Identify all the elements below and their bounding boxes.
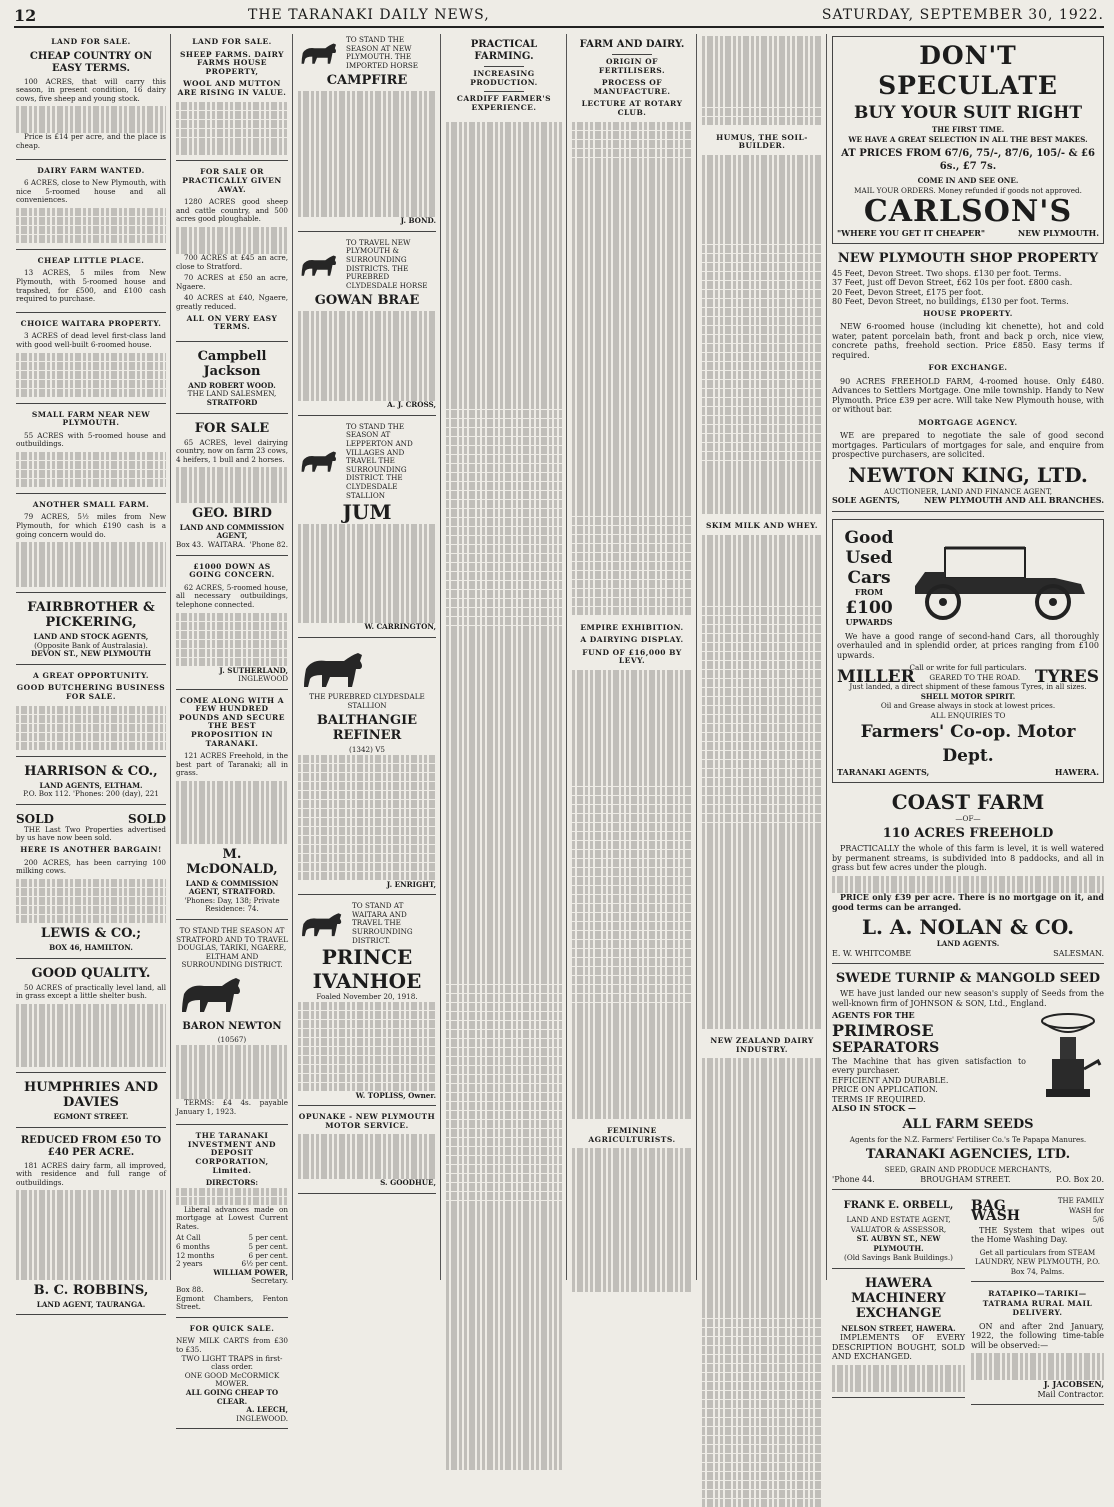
ad-acres: 200 ACRES, has been carrying 100 milking cows. <box>16 857 166 876</box>
ad-body: 3 ACRES of dead level first-class land with good well-built 6-roomed house. <box>16 331 166 349</box>
firm-box: P.O. Box 20. <box>1056 1174 1104 1184</box>
ad-giveaway <box>176 168 288 341</box>
ad-dairy-farm-wanted <box>16 167 166 250</box>
brand-name: CARLSON'S <box>863 194 1073 229</box>
ad-prices: AT PRICES FROM 67/6, 75/-, 87/6, 105/- & £6 6s., £7 7s. <box>841 148 1095 172</box>
ad-body: ON and after 2nd January, 1922, the following time-table will be observed:— <box>971 1321 1104 1350</box>
ad-prince-ivanhoe <box>298 902 436 1106</box>
firm-name: TARANAKI AGENCIES, LTD. <box>865 1147 1071 1163</box>
agents-label: AGENTS FOR THE <box>832 1010 915 1021</box>
ad-body: 181 ACRES dairy farm, all improved, with residence and full range of outbuildings. <box>16 1160 166 1187</box>
ad-balthangie <box>298 645 436 896</box>
cars-desc: We have a good range of second-hand Cars, all thoroughly overhauled and in splendid order, at prices ranging from £100 upwards. <box>837 631 1099 660</box>
firm-address: ST. AUBYN ST., NEW PLYMOUTH. <box>856 1234 941 1253</box>
ad-body: WE are prepared to negotiate the sale of good second mortgages. Particulars of mortgages for sale, and enquire from prospective purchasers, are solicited. <box>832 431 1104 459</box>
ad-title: THE TARANAKI INVESTMENT AND DEPOSIT CORPORATION, Limited. <box>187 1131 277 1175</box>
firm-box: Box 43. <box>176 540 204 550</box>
ad-title: COME ALONG WITH A FEW HUNDRED POUNDS AND SECURE THE BEST PROPOSITION IN TARANAKI. <box>179 695 285 748</box>
horse-number: (10567) <box>217 1035 247 1045</box>
ad-line: COME IN AND SEE ONE. <box>917 176 1019 185</box>
ad-particulars: Get all particulars from STEAM LAUNDRY, NEW PLYMOUTH, P.O. Box 74, Palms. <box>974 1247 1101 1276</box>
ad-acres: 110 ACRES FREEHOLD <box>882 826 1054 841</box>
horse-name: BALTHANGIE REFINER <box>316 713 418 744</box>
rate-row: 2 years 6½ per cent. <box>176 1259 288 1269</box>
ad-address: NELSON STREET, HAWERA. <box>841 1323 956 1333</box>
also-label: ALSO IN STOCK — <box>832 1103 917 1114</box>
ad-item: ALL GOING CHEAP TO CLEAR. <box>185 1387 279 1406</box>
ad-quick-sale <box>176 1325 288 1430</box>
ad-shop-property <box>832 251 1104 512</box>
firm-town: NEW PLYMOUTH AND ALL BRANCHES. <box>924 495 1104 505</box>
ad-title: A GREAT OPPORTUNITY. <box>33 670 149 680</box>
shell-spirit: SHELL MOTOR SPIRIT. <box>920 691 1016 701</box>
ad-body: THE System that wipes out the Home Washing Day. <box>971 1225 1104 1245</box>
firm-town: STRATFORD <box>206 397 258 407</box>
horse-icon <box>298 250 342 280</box>
firm-town: HAWERA. <box>1054 767 1099 777</box>
ad-body: NEW MILK CARTS from £30 to £35. <box>176 1336 288 1354</box>
secretary-name: WILLIAM POWER, <box>213 1267 288 1277</box>
ad-body: WE have just landed our new season's supply of Seeds from the well-known firm of JOHNSON & SON, Ltd., England. <box>832 989 1104 1008</box>
article-title: PRACTICAL FARMING. <box>470 39 538 62</box>
product-quality: EFFICIENT AND DURABLE. <box>832 1075 949 1085</box>
ad-body: 90 ACRES FREEHOLD FARM, 4-roomed house. Only £480. Advances to Settlers Mortgage. One mile township. Handy to New Plymouth. Price £39 per acre. Will take New Plymouth house, with or without bar. <box>832 376 1104 414</box>
ad-title: CHEAP LITTLE PLACE. <box>37 255 145 265</box>
ad-great-opportunity <box>16 672 166 757</box>
ad-for-sale-65 <box>176 421 288 556</box>
firm-name: FAIRBROTHER & PICKERING, <box>27 600 155 631</box>
firm-name: GEO. BIRD <box>192 505 272 521</box>
section-heading: LAND FOR SALE. <box>192 37 272 46</box>
column-rule <box>170 34 171 1280</box>
ad-opunake-motor <box>298 1113 436 1194</box>
firm-town: WAITARA. <box>207 540 246 550</box>
ad-body: 13 ACRES, 5 miles from New Plymouth, with 5-roomed house and trapshed, for £500, and £100 cash required to purchase. <box>16 268 166 304</box>
ad-line: THE FIRST TIME. <box>931 125 1005 134</box>
salesman-name: E. W. WHITCOMBE <box>832 948 912 958</box>
ad-body: 100 ACRES, that will carry this season, in present condition, 16 dairy cows, five sheep and young stock. <box>16 76 166 103</box>
firm-note: (Opposite Bank of Australasia). <box>34 640 148 650</box>
firm-name: NEWTON KING, LTD. <box>848 462 1088 487</box>
ad-body: 6 ACRES, close to New Plymouth, with nice 5-roomed house and all conveniences. <box>16 178 166 205</box>
stand-note: TO STAND THE SEASON AT LEPPERTON AND VILLAGES AND TRAVEL THE SURROUNDING DISTRICT. THE CLYDESDALE STALLION <box>346 421 413 500</box>
rate-row: 6 months 5 per cent. <box>176 1242 288 1252</box>
article-subtitle: HUMUS, THE SOIL-BUILDER. <box>716 132 808 151</box>
ad-title: SWEDE TURNIP & MANGOLD SEED <box>835 971 1101 987</box>
ad-body: IMPLEMENTS OF EVERY DESCRIPTION BOUGHT, SOLD AND EXCHANGED. <box>832 1333 965 1362</box>
section-heading: LAND FOR SALE. <box>51 37 131 46</box>
article-subtitle: A DAIRYING DISPLAY. <box>580 635 684 645</box>
ad-title: ANOTHER SMALL FARM. <box>32 499 150 509</box>
product-quality: TERMS IF REQUIRED. <box>832 1094 926 1104</box>
firm-name: FRANK E. ORBELL, <box>843 1200 954 1212</box>
ad-title: CHOICE WAITARA PROPERTY. <box>20 318 162 328</box>
cars-line: Cars <box>847 568 891 588</box>
ad-family: THE FAMILY WASH for 5/6 <box>1057 1197 1104 1225</box>
contractor-role: Mail Contractor. <box>1037 1389 1104 1399</box>
owner-name: W. CARRINGTON, <box>364 621 436 631</box>
ad-sheep-farms <box>176 51 288 162</box>
ad-bargain: HERE IS ANOTHER BARGAIN! <box>20 844 162 854</box>
ad-humphries <box>16 1080 166 1128</box>
enquiries: ALL ENQUIRIES TO <box>930 710 1006 720</box>
ad-hawera <box>832 1276 965 1398</box>
column-rule <box>292 34 293 1280</box>
bottom-left <box>832 1197 965 1412</box>
agent-name: A. LEECH, <box>246 1405 288 1415</box>
ad-good-quality <box>16 966 166 1073</box>
article-subtitle: NEW ZEALAND DAIRY INDUSTRY. <box>710 1036 814 1054</box>
horse-note: THE PUREBRED CLYDESDALE STALLION <box>309 692 425 710</box>
cars-from: FROM <box>854 587 884 597</box>
horse-name: BARON NEWTON <box>182 1021 282 1033</box>
box-number: Box 88. <box>176 1285 204 1295</box>
salesman-label: SALESMAN. <box>1053 948 1104 958</box>
ad-reduced <box>16 1135 166 1316</box>
brand-tagline: "WHERE YOU GET IT CHEAPER" <box>837 228 986 238</box>
article-subtitle: SKIM MILK AND WHEY. <box>705 521 819 531</box>
ad-title: RATAPIKO—TARIKI—TATRAMA RURAL MAIL DELIVERY. <box>982 1289 1093 1318</box>
ad-title: FOR SALE OR PRACTICALLY GIVEN AWAY. <box>182 167 282 194</box>
ad-body: 62 ACRES, 5-roomed house, all necessary outbuildings, telephone connected. <box>176 582 288 609</box>
firm-street: BROUGHAM STREET. <box>920 1174 1011 1184</box>
ad-price: PRICE only £39 per acre. There is no mortgage on it, and good terms can be arranged. <box>832 892 1104 912</box>
bottom-ads-row <box>832 1197 1104 1412</box>
column-4 <box>446 36 562 1280</box>
owner-name: A. J. CROSS, <box>387 400 436 410</box>
ad-baron-newton <box>176 927 288 1125</box>
agents-line: Agents for the N.Z. Farmers' Fertiliser Co.'s Te Papapa Manures. <box>849 1134 1087 1144</box>
ad-line: MAIL YOUR ORDERS. Money refunded if goods not approved. <box>854 185 1082 195</box>
sold-left: SOLD <box>16 811 54 826</box>
ad-title: OPUNAKE - NEW PLYMOUTH MOTOR SERVICE. <box>298 1112 436 1130</box>
firm-agents: SOLE AGENTS, <box>832 495 900 505</box>
ad-title: SMALL FARM NEAR NEW PLYMOUTH. <box>31 409 151 428</box>
ad-title: £1000 DOWN AS GOING CONCERN. <box>189 561 275 580</box>
firm-address: DEVON ST., NEW PLYMOUTH <box>31 649 151 659</box>
firm-name: HUMPHRIES AND DAVIES <box>23 1079 159 1110</box>
ad-footer: ALL ON VERY EASY TERMS. <box>186 313 278 332</box>
article-subtitle: EMPIRE EXHIBITION. <box>580 622 684 632</box>
ad-swede <box>832 971 1104 1190</box>
horse-icon <box>298 38 342 68</box>
ad-title: BAG WASH <box>971 1198 1021 1224</box>
rate-row: At Call 5 per cent. <box>176 1233 288 1243</box>
ad-price: Price is £14 per acre, and the place is cheap. <box>16 132 166 150</box>
address: Egmont Chambers, Fenton Street. <box>176 1293 288 1312</box>
ad-down-payment <box>176 563 288 690</box>
list-item: 20 Feet, Devon Street, £175 per foot. <box>832 287 984 297</box>
column-1 <box>16 36 166 1309</box>
article-subtitle: PROCESS OF MANUFACTURE. <box>593 78 671 96</box>
ad-harrison <box>16 764 166 805</box>
oil-note: Oil and Grease always in stock at lowest prices. <box>880 701 1056 710</box>
horse-name: JUM <box>342 500 392 525</box>
ad-title: DAIRY FARM WANTED. <box>37 165 145 175</box>
article-subtitle: FEMININE AGRICULTURISTS. <box>588 1126 676 1144</box>
column-7 <box>832 36 1104 1399</box>
ad-title: COAST FARM <box>891 789 1045 814</box>
firm-sub: AND ROBERT WOOD. <box>188 380 276 390</box>
ad-fairbrother <box>16 600 166 665</box>
firm-box: BOX 46, HAMILTON. <box>49 943 133 953</box>
ad-item: 40 ACRES at £40, Ngaere, greatly reduced. <box>176 293 288 311</box>
column-rule <box>566 34 567 1280</box>
ad-title: SHEEP FARMS. DAIRY FARMS HOUSE PROPERTY, <box>180 49 284 76</box>
horse-name: PRINCE IVANHOE <box>312 945 422 994</box>
firm-name: Farmers' Co-op. Motor Dept. <box>860 722 1076 766</box>
firm-phone: 'Phone 82. <box>249 540 288 550</box>
ad-body: PRACTICALLY the whole of this farm is level, it is well watered by permanent streams, is subdivided into 8 paddocks, and all in grass but few acres under the plough. <box>832 844 1104 872</box>
ad-used-cars <box>832 519 1104 783</box>
product-type: SEPARATORS <box>832 1039 940 1056</box>
rates-label: Liberal advances made on mortgage at Lowest Current Rates. <box>176 1204 288 1231</box>
ad-choice-waitara <box>16 320 166 404</box>
cars-call: Call or write for full particulars. <box>909 663 1027 672</box>
ad-orbell <box>832 1200 965 1269</box>
product-desc: The Machine that has given satisfaction to every purchaser. <box>832 1056 1026 1076</box>
ad-cheap-country <box>16 51 166 160</box>
ad-title: CHEAP COUNTRY ON EASY TERMS. <box>29 50 153 74</box>
page-number: 12 <box>14 6 37 25</box>
ad-title: HOUSE PROPERTY. <box>923 308 1013 318</box>
ad-bag-wash <box>971 1197 1104 1282</box>
firm-sub: LAND AND COMMISSION AGENT, <box>179 522 285 541</box>
article-subtitle: ORIGIN OF FERTILISERS. <box>598 57 666 75</box>
list-item: 37 Feet, just off Devon Street, £62 10s per foot. £800 cash. <box>832 278 1073 287</box>
ad-item: 700 ACRES at £45 an acre, close to Stratford. <box>176 252 288 271</box>
owner-name: W. TOPLISS, Owner. <box>355 1090 436 1100</box>
column-5 <box>572 36 692 1280</box>
ad-item: TWO LIGHT TRAPS in first-class order. <box>181 1353 283 1372</box>
tyre-tagline: GEARED TO THE ROAD. <box>929 672 1021 682</box>
ad-jum <box>298 423 436 638</box>
cars-price: £100 <box>845 597 893 618</box>
article-subsubtitle: CARDIFF FARMER'S EXPERIENCE. <box>456 94 552 112</box>
secretary-role: Secretary. <box>251 1276 288 1286</box>
column-6 <box>702 36 822 1280</box>
horse-icon <box>298 907 348 941</box>
column-2 <box>176 36 288 1423</box>
horse-foaled: Foaled November 20, 1918. <box>316 992 418 1002</box>
firm-sub: SEED, GRAIN AND PRODUCE MERCHANTS, <box>884 1165 1052 1175</box>
ad-body: 50 ACRES of practically level land, all in grass except a little shelter bush. <box>16 982 166 1001</box>
article-body <box>446 122 562 1469</box>
ad-subtitle: GOOD BUTCHERING BUSINESS FOR SALE. <box>16 683 166 702</box>
stand-note: TO STAND AT WAITARA AND TRAVEL THE SURROUNDING DISTRICT. <box>352 901 413 945</box>
firm-sub: AUCTIONEER, LAND AND FINANCE AGENT, <box>884 486 1052 496</box>
ad-body: 79 ACRES, 5½ miles from New Plymouth, for which £190 cash is a going concern would do. <box>16 512 166 539</box>
ad-item: 70 ACRES at £50 an acre, Ngaere. <box>176 273 288 291</box>
tyre-brand: MILLER <box>837 666 915 687</box>
seeds-title: ALL FARM SEEDS <box>902 1116 1034 1132</box>
stand-note: TO STAND THE SEASON AT NEW PLYMOUTH. THE IMPORTED HORSE <box>346 35 419 70</box>
issue-date: SATURDAY, SEPTEMBER 30, 1922. <box>821 7 1104 23</box>
firm-sub: LAND AGENTS, ELTHAM. <box>39 780 143 790</box>
ad-coast-farm <box>832 790 1104 965</box>
stand-note: TO STAND THE SEASON AT STRATFORD AND TO TRAVEL DOUGLAS, TARIKI, NGAERE, ELTHAM AND SURROUNDING DISTRICT. <box>176 925 288 970</box>
firm-sub: LAND AGENT, TAURANGA. <box>36 1299 146 1309</box>
product-name: PRIMROSE <box>832 1020 934 1040</box>
ad-headline: DON'T SPECULATE <box>878 41 1058 100</box>
horse-name: GOWAN BRAE <box>314 293 420 309</box>
ad-body: THE Last Two Properties advertised by us have now been sold. <box>16 824 166 843</box>
firm-phone: 'Phone 44. <box>832 1174 875 1184</box>
ad-title: GOOD QUALITY. <box>31 965 151 981</box>
firm-sub: LAND & COMMISSION AGENT, STRATFORD. <box>185 878 279 897</box>
horse-terms: TERMS: £4 4s. payable January 1, 1923. <box>176 1097 288 1116</box>
car-icon <box>905 528 1095 628</box>
horse-number: (1342) V5 <box>349 745 385 755</box>
firm-name: Campbell Jackson <box>197 348 267 379</box>
sold-right: SOLD <box>128 811 166 826</box>
rate-row: 12 months 6 per cent. <box>176 1250 288 1260</box>
ad-subheadline: BUY YOUR SUIT RIGHT <box>854 103 1082 123</box>
ad-title: HAWERA MACHINERY EXCHANGE <box>851 1275 946 1321</box>
rates-table <box>176 1234 288 1268</box>
ad-or: —OF— <box>955 813 981 823</box>
cars-upwards: UPWARDS <box>845 616 893 627</box>
firm-name: L. A. NOLAN & CO. <box>861 915 1075 940</box>
column-rule <box>696 34 697 1280</box>
directors-label: DIRECTORS: <box>205 1178 259 1188</box>
ad-title: MORTGAGE AGENCY. <box>918 417 1018 427</box>
agent-town: INGLEWOOD. <box>236 1413 288 1423</box>
ad-body: 65 ACRES, level dairying country, now on farm 23 cows, 4 heifers, 1 bull and 2 horses. <box>176 437 288 464</box>
firm-role: LAND AGENTS. <box>936 939 1000 949</box>
firm-sub: LAND AND ESTATE AGENT, VALUATOR & ASSESSOR, <box>846 1215 951 1234</box>
firm-name: B. C. ROBBINS, <box>33 1282 149 1298</box>
column-3 <box>298 36 436 1280</box>
ad-body: NEW 6-roomed house (including kit chenette), hot and cold water, patent porcelain bath, front and back p orch, nice view, concrete paths, freehold section. Price £850. Easy terms if required. <box>832 322 1104 360</box>
ad-rural-mail <box>971 1289 1104 1405</box>
ad-subtitle: WOOL AND MUTTON ARE RISING IN VALUE. <box>177 79 287 97</box>
owner-name: J. ENRIGHT, <box>386 879 436 889</box>
ad-sold <box>16 812 166 959</box>
firm-note: (Old Savings Bank Buildings.) <box>844 1253 953 1263</box>
firm-name: LEWIS & CO.; <box>40 926 142 942</box>
article-title: FARM AND DAIRY. <box>579 39 685 50</box>
horse-icon <box>298 446 342 476</box>
paper-name: THE TARANAKI DAILY NEWS, <box>248 7 490 23</box>
article-subtitle: INCREASING PRODUCTION. <box>470 69 538 87</box>
tyre-label: TYRES <box>1034 666 1099 687</box>
ad-campbell <box>176 349 288 414</box>
ad-another-small-farm <box>16 501 166 593</box>
ad-campfire <box>298 36 436 232</box>
ad-body: 1280 ACRES good sheep and cattle country, and 500 acres good ploughable. <box>176 197 288 224</box>
list-item: 80 Feet, Devon Street, no buildings, £130 per foot. Terms. <box>832 297 1069 306</box>
ad-gowan-brae <box>298 239 436 416</box>
column-rule <box>440 34 441 1280</box>
ad-title: NEW PLYMOUTH SHOP PROPERTY <box>837 250 1099 266</box>
owner-name: S. GOODHUE, <box>380 1178 436 1188</box>
ad-item: ONE GOOD McCORMICK MOWER. <box>184 1370 280 1389</box>
ad-title: FOR SALE <box>194 420 270 436</box>
bottom-right <box>971 1197 1104 1412</box>
firm-sub: LAND AND STOCK AGENTS, <box>33 632 149 642</box>
product-quality: PRICE ON APPLICATION. <box>832 1085 938 1095</box>
firm-agents: TARANAKI AGENTS, <box>837 767 930 777</box>
agent-town: INGLEWOOD <box>238 674 288 684</box>
firm-phones: P.O. Box 112. 'Phones: 200 (day), 221 <box>23 789 159 799</box>
owner-name: J. BOND. <box>400 216 436 226</box>
article-subtitle: FUND OF £16,000 BY LEVY. <box>582 647 682 666</box>
ad-line: WE HAVE A GREAT SELECTION IN ALL THE BEST MAKES. <box>848 134 1088 144</box>
article-subtitle: LECTURE AT ROTARY CLUB. <box>581 99 683 117</box>
firm-name: M. McDONALD, <box>186 846 278 877</box>
horse-icon <box>298 649 372 689</box>
list-item: 45 Feet, Devon Street. Two shops. £130 per foot. Terms. <box>832 268 1062 278</box>
tyre-landed: Just landed, a direct shipment of these famous Tyres, in all sizes. <box>849 682 1087 691</box>
agent-name: J. SUTHERLAND, <box>219 665 288 675</box>
ad-body: 121 ACRES Freehold, in the best part of Taranaki; all in grass. <box>176 751 288 778</box>
firm-phones: 'Phones: Day, 138; Private Residence: 74. <box>184 895 280 914</box>
ad-title: FOR EXCHANGE. <box>928 363 1008 372</box>
ad-small-farm-near <box>16 411 166 494</box>
firm-street: EGMONT STREET. <box>53 1111 129 1121</box>
ad-cheap-little-place <box>16 257 166 313</box>
stand-note: TO TRAVEL NEW PLYMOUTH & SURROUNDING DISTRICTS. THE PUREBRED CLYDESDALE HORSE <box>346 237 428 290</box>
firm-role: THE LAND SALESMEN, <box>187 389 277 399</box>
contractor-name: J. JACOBSEN, <box>1043 1379 1104 1390</box>
column-rule <box>826 34 827 1280</box>
separator-icon <box>1032 1011 1104 1103</box>
ad-body: 55 ACRES with 5-roomed house and outbuildings. <box>16 430 166 449</box>
ad-come-along <box>176 697 288 920</box>
brand-town: NEW PLYMOUTH. <box>1017 228 1099 238</box>
horse-name: CAMPFIRE <box>326 73 408 89</box>
firm-name: HARRISON & CO., <box>24 763 158 779</box>
ad-taranaki-investment <box>176 1132 288 1318</box>
cars-line: Good <box>844 528 894 548</box>
ad-title: FOR QUICK SALE. <box>189 1323 275 1333</box>
masthead <box>14 4 1104 28</box>
ad-carlsons <box>832 36 1104 244</box>
horse-icon <box>176 974 250 1014</box>
ad-title: REDUCED FROM £50 TO £40 PER ACRE. <box>20 1134 162 1158</box>
cars-line: Used <box>845 548 893 568</box>
